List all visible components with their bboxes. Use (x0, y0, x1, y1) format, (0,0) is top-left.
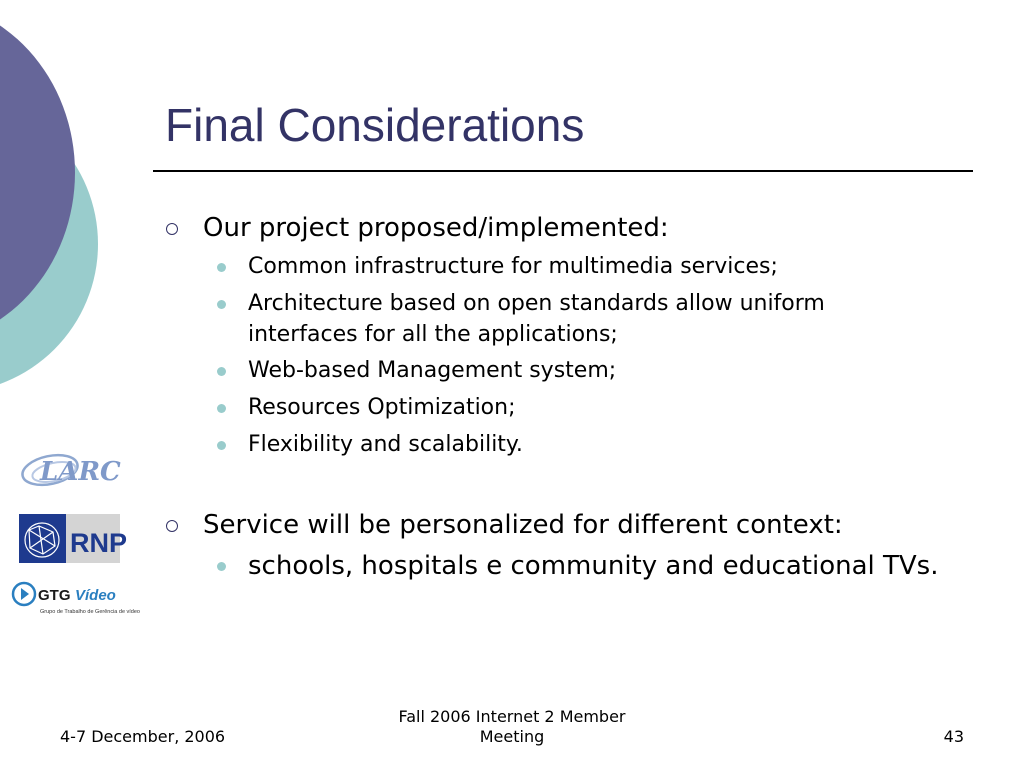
larc-text: LARC (40, 457, 121, 487)
footer-date: 4-7 December, 2006 (60, 727, 226, 746)
footer-event: Fall 2006 Internet 2 Member Meeting (398, 707, 626, 746)
dot-bullet-icon (217, 263, 226, 272)
gtg-video-text: Vídeo (75, 587, 116, 604)
gtg-text: GTG (38, 587, 71, 604)
list-item: schools, hospitals e community and educational TVs. (248, 551, 939, 581)
dot-bullet-icon (217, 300, 226, 309)
section-heading: Service will be personalized for different context: (203, 510, 843, 540)
larc-logo (14, 448, 124, 490)
slide-number: 43 (943, 727, 964, 746)
slide-title: Final Considerations (165, 99, 585, 151)
list-item: Architecture based on open standards allow uniform interfaces for all the applications; (248, 291, 825, 347)
title-divider (153, 170, 973, 172)
section-heading: Our project proposed/implemented: (203, 213, 669, 243)
list-item: Common infrastructure for multimedia services; (248, 254, 778, 279)
rnp-logo (19, 514, 128, 563)
dot-bullet-icon (217, 404, 226, 413)
hollow-circle-bullet-icon (166, 520, 178, 532)
list-item: Flexibility and scalability. (248, 432, 523, 457)
rnp-text: RNP (70, 528, 128, 558)
dot-bullet-icon (217, 367, 226, 376)
list-item: Resources Optimization; (248, 395, 516, 420)
dot-bullet-icon (217, 441, 226, 450)
hollow-circle-bullet-icon (166, 223, 178, 235)
dot-bullet-icon (217, 562, 226, 571)
gtg-subtitle: Grupo de Trabalho de Gerência de vídeo (40, 609, 140, 615)
list-item: Web-based Management system; (248, 358, 617, 383)
gtg-video-logo (12, 578, 140, 618)
